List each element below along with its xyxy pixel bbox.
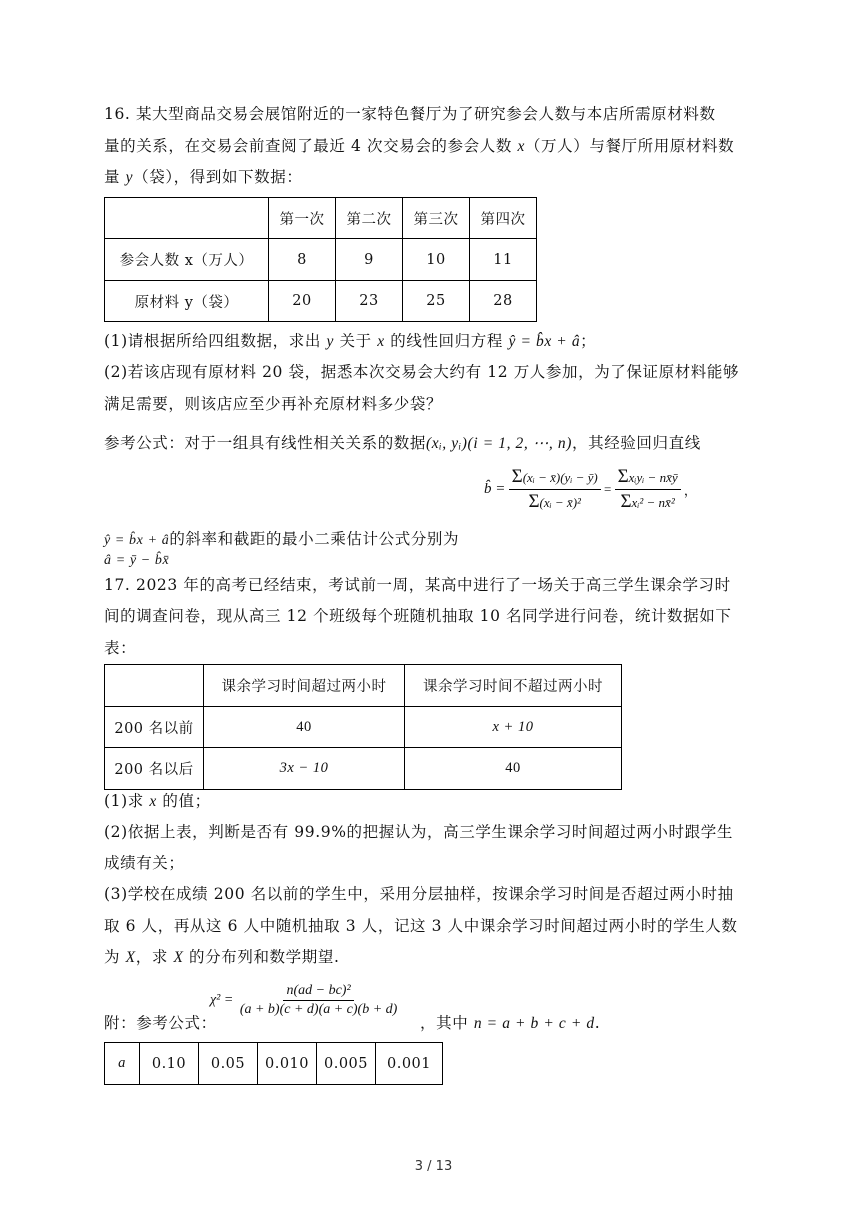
q17-data-table xyxy=(104,664,622,790)
q17-line1: 17. 2023 年的高考已经结束，考试前一周，某高中进行了一场关于高三学生课余学习时 xyxy=(104,576,731,594)
data-pairs-formula: (xᵢ, yᵢ)(i = 1, 2, ⋯, n) xyxy=(426,435,572,452)
q16-header-2: 第二次 xyxy=(336,198,403,239)
q16-line2: 量的关系，在交易会前查阅了最近 4 次交易会的参会人数 x（万人）与餐厅所用原材料数 xyxy=(104,137,735,155)
q16-row2-value: 28 xyxy=(470,281,537,322)
q16-reference-line1: 参考公式：对于一组具有线性相关关系的数据(xᵢ, yᵢ)(i = 1, 2, ⋯, n)，其经验回归直线 xyxy=(104,434,701,452)
q16-header-3: 第三次 xyxy=(403,198,470,239)
q17-line3: 表： xyxy=(104,639,137,657)
alpha-value: 0.05 xyxy=(199,1043,258,1085)
q16-part2-line2: 满足需要，则该店应至少再补充原材料多少袋？ xyxy=(104,395,443,413)
q16-row1-value: 9 xyxy=(336,239,403,281)
b-hat-formula: b̂ = $\frac{\text{Σ(xᵢ − x̄)(yᵢ − ȳ)}}{\text{Σ(xᵢ − x̄)²}}$ = $\frac{\text{Σxᵢyᵢ − nx̄ȳ}}{\text{Σxᵢ² − nx̄²}}$ ， xyxy=(484,466,697,512)
q17-part1: (1)求 x 的值； xyxy=(104,792,211,810)
alpha-value: 0.10 xyxy=(140,1043,199,1085)
alpha-table xyxy=(104,1042,443,1085)
q16-line1: 16. 某大型商品交易会展馆附近的一家特色餐厅为了研究参会人数与本店所需原材料数 xyxy=(104,105,716,123)
q17-row1-value: x + 10 xyxy=(405,707,622,748)
b-hat-fraction-1: $\frac{\text{Σ(xᵢ − x̄)(yᵢ − ȳ)}}{\text{Σ(xᵢ − x̄)²}}$ xyxy=(509,466,601,513)
q16-row2-value: 23 xyxy=(336,281,403,322)
q16-header-empty xyxy=(105,198,269,239)
q17-part3-line3: 为 X，求 X 的分布列和数学期望. xyxy=(104,948,340,966)
q17-part2-line1: (2)依据上表，判断是否有 99.9%的把握认为，高三学生课余学习时间超过两小时跟学生 xyxy=(104,823,733,841)
q16-data-table xyxy=(104,197,537,322)
q17-line2: 间的调查问卷，现从高三 12 个班级每个班随机抽取 10 名同学进行问卷，统计数据如下 xyxy=(104,607,732,625)
q16-header-4: 第四次 xyxy=(470,198,537,239)
q17-part3-line2: 取 6 人，再从这 6 人中随机抽取 3 人，记这 3 人中课余学习时间超过两小时的学生人数 xyxy=(104,917,738,935)
alpha-value: 0.005 xyxy=(317,1043,376,1085)
q16-row1-label: 参会人数 x（万人） xyxy=(105,239,269,281)
q16-row1-value: 8 xyxy=(269,239,336,281)
chi-square-formula: χ² = $\frac{\text{n(ad − bc)²}}{(a + b)(c + d)(a + c)(b + d)}$ xyxy=(210,983,398,1017)
q17-row2-value: 40 xyxy=(405,748,622,790)
q16-part1: (1)请根据所给四组数据，求出 y 关于 x 的线性回归方程 ŷ = b̂x + â； xyxy=(104,332,597,350)
q17-part3-line1: (3)学校在成绩 200 名以前的学生中，采用分层抽样，按课余学习时间是否超过两小时抽 xyxy=(104,885,734,903)
q17-reference-tail: ，其中 n = a + b + c + d. xyxy=(420,1014,601,1032)
q16-row2-value: 25 xyxy=(403,281,470,322)
alpha-value: 0.001 xyxy=(376,1043,443,1085)
q16-row2-label: 原材料 y（袋） xyxy=(105,281,269,322)
q17-part2-line2: 成绩有关； xyxy=(104,854,185,872)
q17-row1-label: 200 名以前 xyxy=(105,707,204,748)
q17-header-1: 课余学习时间超过两小时 xyxy=(204,665,405,707)
alpha-value: 0.010 xyxy=(258,1043,317,1085)
b-hat-fraction-2: $\frac{\text{Σxᵢyᵢ − nx̄ȳ}}{\text{Σxᵢ² − nx̄²}}$ xyxy=(615,466,681,513)
q16-reference-line2: ŷ = b̂x + â的斜率和截距的最小二乘估计公式分别为 xyxy=(104,530,460,548)
q17-header-empty xyxy=(105,665,204,707)
regression-equation: ŷ = b̂x + â xyxy=(508,333,581,350)
q16-part2-line1: (2)若该店现有原材料 20 袋，据悉本次交易会大约有 12 万人参加，为了保证原材料能够 xyxy=(104,363,740,381)
q17-row2-label: 200 名以后 xyxy=(105,748,204,790)
q16-row1-value: 11 xyxy=(470,239,537,281)
q16-reference-line3: â = ȳ − b̂x̄ xyxy=(104,553,170,568)
q16-header-1: 第一次 xyxy=(269,198,336,239)
q16-row1-value: 10 xyxy=(403,239,470,281)
alpha-label: a xyxy=(105,1043,140,1085)
q16-line3: 量 y（袋），得到如下数据： xyxy=(104,168,303,186)
page-number: 3 / 13 xyxy=(414,1159,453,1174)
q17-row1-value: 40 xyxy=(204,707,405,748)
q17-reference-label: 附：参考公式： xyxy=(104,1014,217,1032)
q17-row2-value: 3x − 10 xyxy=(204,748,405,790)
q16-row2-value: 20 xyxy=(269,281,336,322)
q17-header-2: 课余学习时间不超过两小时 xyxy=(405,665,622,707)
